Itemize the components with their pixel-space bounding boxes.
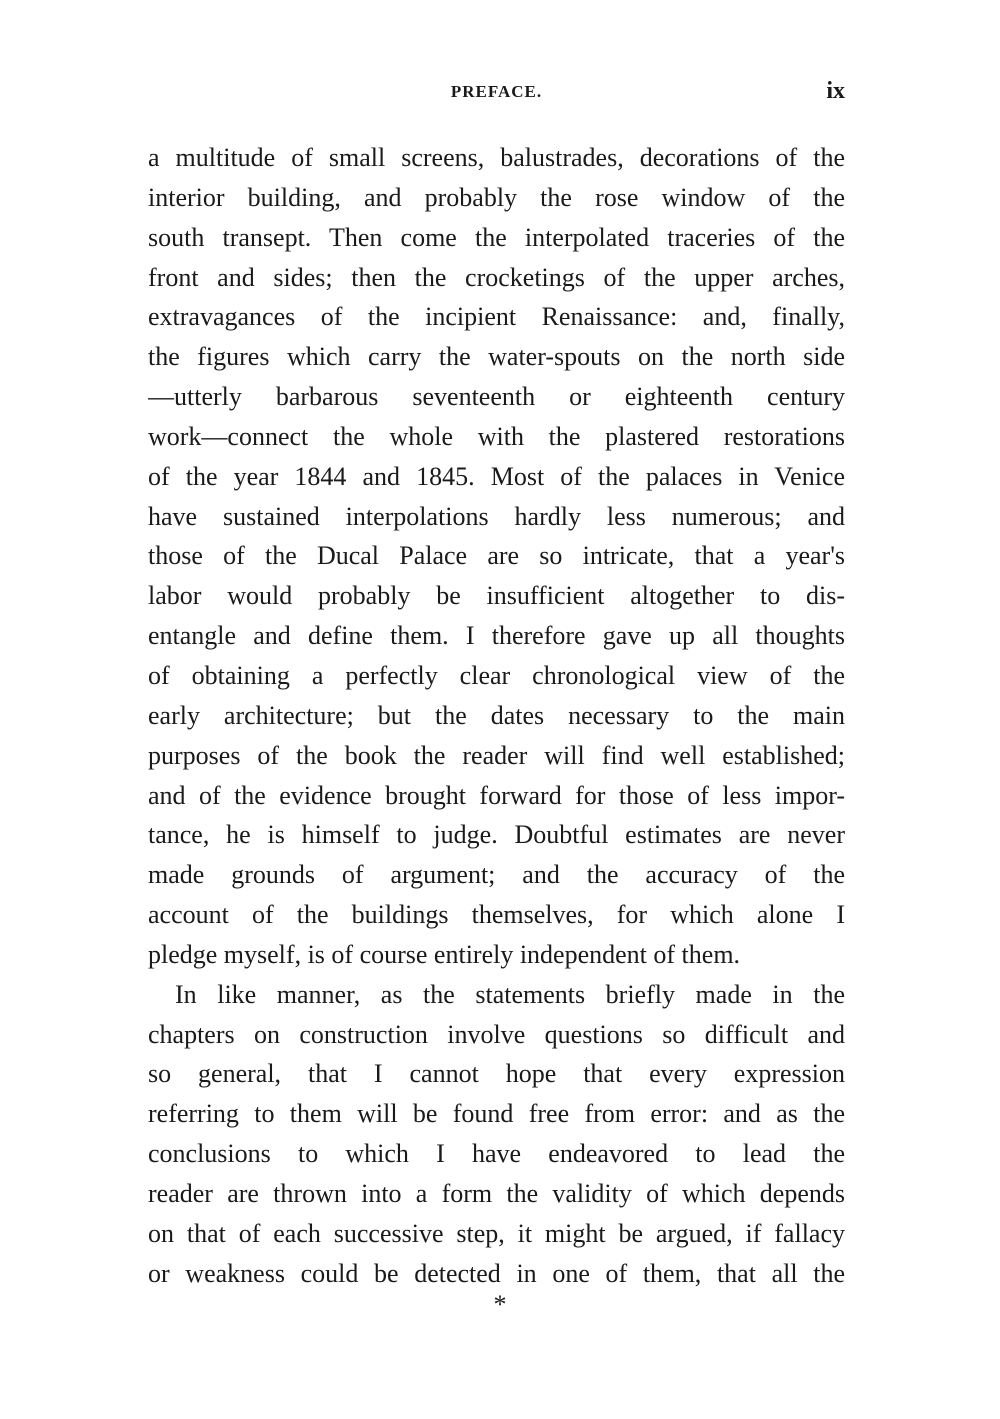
body-text: [148, 138, 845, 1293]
text-line: referring to them will be found free from error: and as the: [148, 1099, 845, 1129]
signature-mark: *: [493, 1290, 507, 1319]
text-line: made grounds of argument; and the accuracy of the: [148, 860, 845, 890]
paragraph-start-line: In like manner, as the statements briefly made in the: [175, 979, 845, 1009]
text-line: a multitude of small screens, balustrades, decorations of the: [148, 143, 845, 172]
text-line: purposes of the book the reader will find well established;: [148, 740, 845, 770]
text-line: labor would probably be insufficient altogether to dis-: [148, 581, 845, 611]
text-line: have sustained interpolations hardly less numerous; and: [148, 501, 845, 531]
text-line: entangle and define them. I therefore gave up all thoughts: [148, 621, 845, 651]
text-line: and of the evidence brought forward for those of less impor-: [148, 780, 845, 810]
text-line: conclusions to which I have endeavored to lead the: [148, 1139, 845, 1169]
text-line: work—connect the whole with the plastered restorations: [148, 421, 845, 451]
text-line: of obtaining a perfectly clear chronological view of the: [148, 660, 845, 690]
text-line: on that of each successive step, it might be argued, if fallacy: [148, 1218, 845, 1248]
running-head-title: PREFACE.: [450, 82, 543, 101]
text-line: interior building, and probably the rose window of the: [148, 182, 845, 212]
text-line: those of the Ducal Palace are so intricate, that a year's: [148, 541, 845, 571]
text-line: chapters on construction involve questions so difficult and: [148, 1019, 845, 1049]
text-line: the figures which carry the water-spouts on the north side: [148, 342, 845, 372]
text-line: extravagances of the incipient Renaissance: and, finally,: [148, 302, 845, 332]
text-line: account of the buildings themselves, for which alone I: [148, 900, 845, 930]
text-line: or weakness could be detected in one of them, that all the: [148, 1258, 845, 1288]
text-line: front and sides; then the crocketings of the upper arches,: [148, 262, 845, 292]
text-line: so general, that I cannot hope that every expression: [148, 1059, 845, 1089]
text-line: —utterly barbarous seventeenth or eighteenth century: [148, 382, 845, 412]
text-line: south transept. Then come the interpolated traceries of the: [148, 222, 845, 252]
text-line: early architecture; but the dates necessary to the main: [148, 700, 845, 730]
text-line: tance, he is himself to judge. Doubtful estimates are never: [148, 820, 845, 850]
paragraph-end-line: pledge myself, is of course entirely independent of them.: [148, 939, 741, 969]
page-number: ix: [826, 78, 845, 104]
text-line: reader are thrown into a form the validity of which depends: [148, 1178, 845, 1208]
running-head: [148, 78, 845, 108]
text-line: of the year 1844 and 1845. Most of the palaces in Venice: [148, 461, 845, 491]
